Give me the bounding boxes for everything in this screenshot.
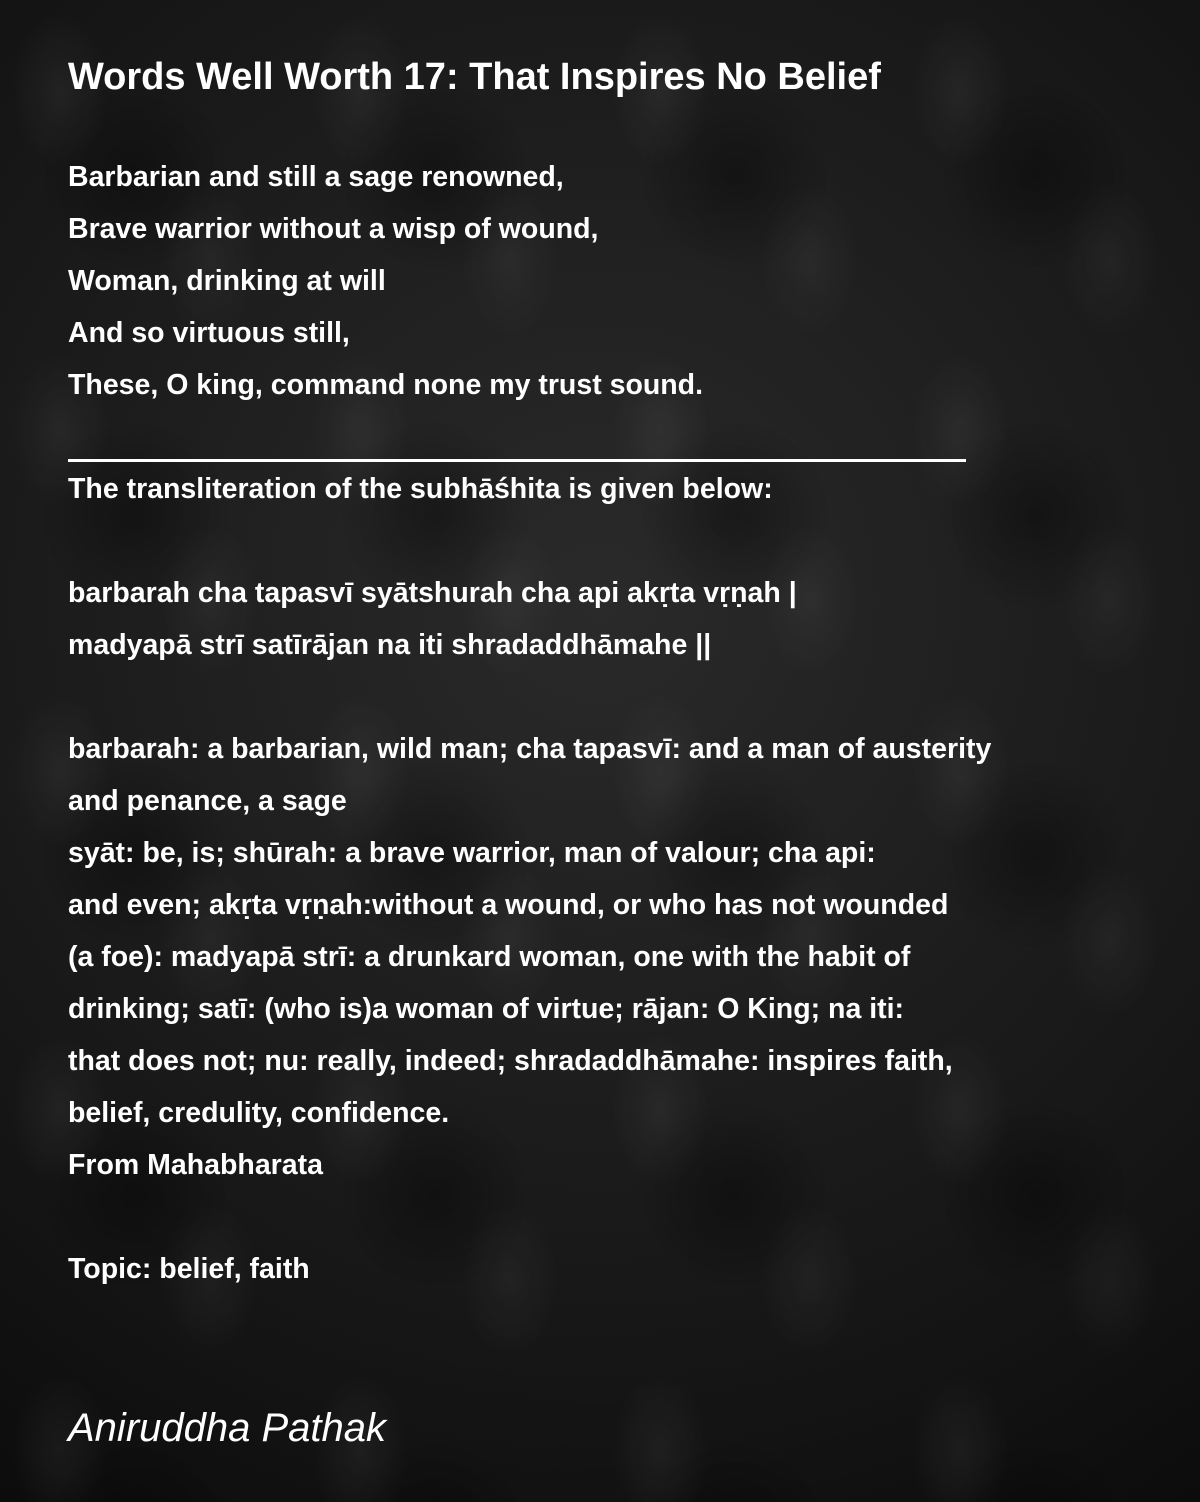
glossary-line: syāt: be, is; shūrah: a brave warrior, man of valour; cha api:	[68, 837, 876, 869]
topic-line: Topic: belief, faith	[68, 1253, 310, 1285]
transliteration-line: madyapā strī satīrājan na iti shradaddhāmahe ||	[68, 629, 712, 661]
author-name: Aniruddha Pathak	[68, 1406, 387, 1450]
stanza-line: These, O king, command none my trust sound.	[68, 369, 704, 401]
poem-title: Words Well Worth 17: That Inspires No Belief	[68, 56, 881, 98]
stanza-line: Barbarian and still a sage renowned,	[68, 161, 564, 193]
glossary-line: drinking; satī: (who is)a woman of virtue; rājan: O King; na iti:	[68, 993, 905, 1025]
stanza-line: And so virtuous still,	[68, 317, 350, 349]
stanza-line: Woman, drinking at will	[68, 265, 386, 297]
glossary-line: belief, credulity, confidence.	[68, 1097, 450, 1129]
glossary-line: barbarah: a barbarian, wild man; cha tapasvī: and a man of austerity	[68, 733, 992, 765]
source-line: From Mahabharata	[68, 1149, 323, 1181]
poem-body	[68, 151, 1168, 1295]
glossary-line: that does not; nu: really, indeed; shradaddhāmahe: inspires faith,	[68, 1045, 953, 1077]
blank-line	[68, 1191, 1168, 1243]
transliteration-line: barbarah cha tapasvī syātshurah cha api akṛta vṛṇah |	[68, 577, 797, 609]
glossary-line: (a foe): madyapā strī: a drunkard woman, one with the habit of	[68, 941, 911, 973]
glossary-line: and even; akṛta vṛṇah:without a wound, or who has not wounded	[68, 889, 949, 921]
blank-line	[68, 515, 1168, 567]
blank-line	[68, 671, 1168, 723]
stanza-line: Brave warrior without a wisp of wound,	[68, 213, 599, 245]
transliteration-intro: The transliteration of the subhāśhita is given below:	[68, 473, 773, 505]
divider-bar	[68, 459, 966, 462]
glossary-line: and penance, a sage	[68, 785, 347, 817]
divider-line	[68, 411, 1168, 463]
